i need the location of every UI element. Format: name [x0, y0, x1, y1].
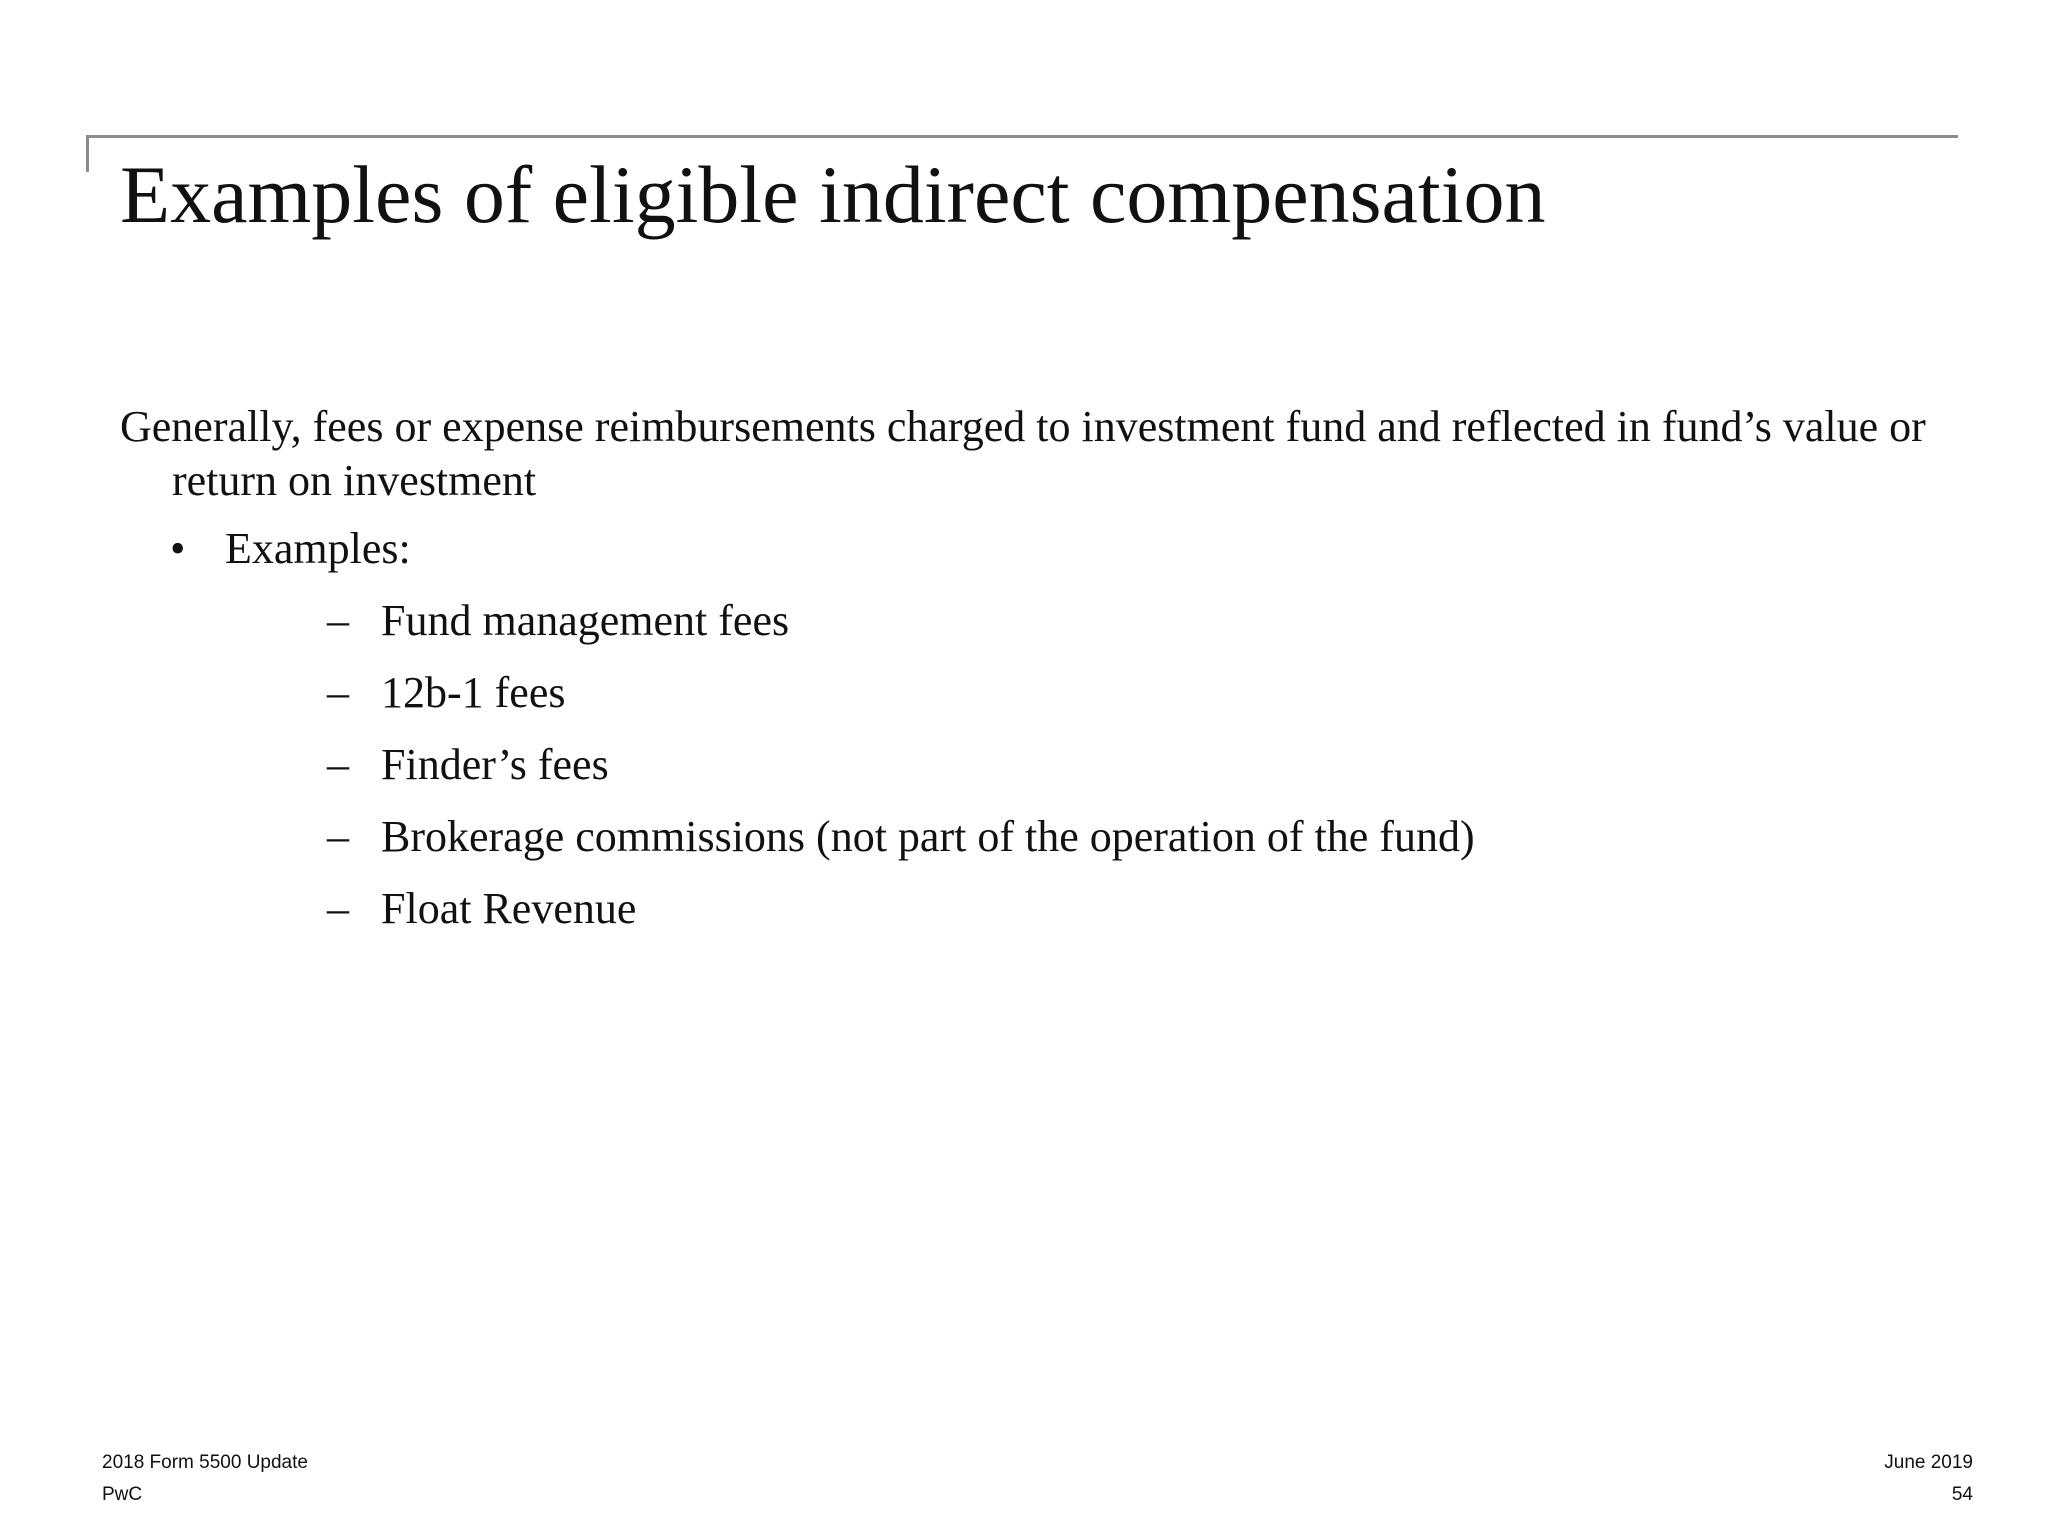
example-text: 12b-1 fees	[381, 668, 566, 717]
slide-title: Examples of eligible indirect compensation	[120, 149, 1546, 240]
dash-marker: –	[327, 596, 349, 645]
bullet-item-examples	[120, 522, 1940, 936]
example-text: Float Revenue	[381, 884, 637, 933]
title-rule-tick	[86, 135, 89, 172]
title-rule	[86, 135, 1958, 138]
intro-paragraph: Generally, fees or expense reimbursements charged to investment fund and reflected in fund’s value or return on investment	[120, 402, 1926, 505]
footer-company: PwC	[102, 1484, 143, 1505]
footer-date: June 2019	[1884, 1452, 1973, 1473]
dash-marker: –	[327, 884, 349, 933]
slide-body	[120, 400, 1940, 954]
example-text: Finder’s fees	[381, 740, 609, 789]
example-item	[225, 594, 1940, 648]
dash-marker: –	[327, 812, 349, 861]
examples-list	[225, 594, 1940, 936]
bullet-marker: •	[170, 524, 186, 573]
example-item	[225, 738, 1940, 792]
example-item	[225, 810, 1940, 864]
footer-left	[102, 1451, 308, 1515]
footer-presentation-title: 2018 Form 5500 Update	[102, 1452, 308, 1473]
example-text: Brokerage commissions (not part of the operation of the fund)	[381, 812, 1475, 861]
bullet-label: Examples:	[225, 524, 411, 573]
example-item	[225, 882, 1940, 936]
footer-page-number: 54	[1951, 1484, 1973, 1505]
bullet-list	[120, 522, 1940, 936]
example-item	[225, 666, 1940, 720]
footer-right	[1884, 1451, 1973, 1515]
dash-marker: –	[327, 668, 349, 717]
dash-marker: –	[327, 740, 349, 789]
example-text: Fund management fees	[381, 596, 790, 645]
